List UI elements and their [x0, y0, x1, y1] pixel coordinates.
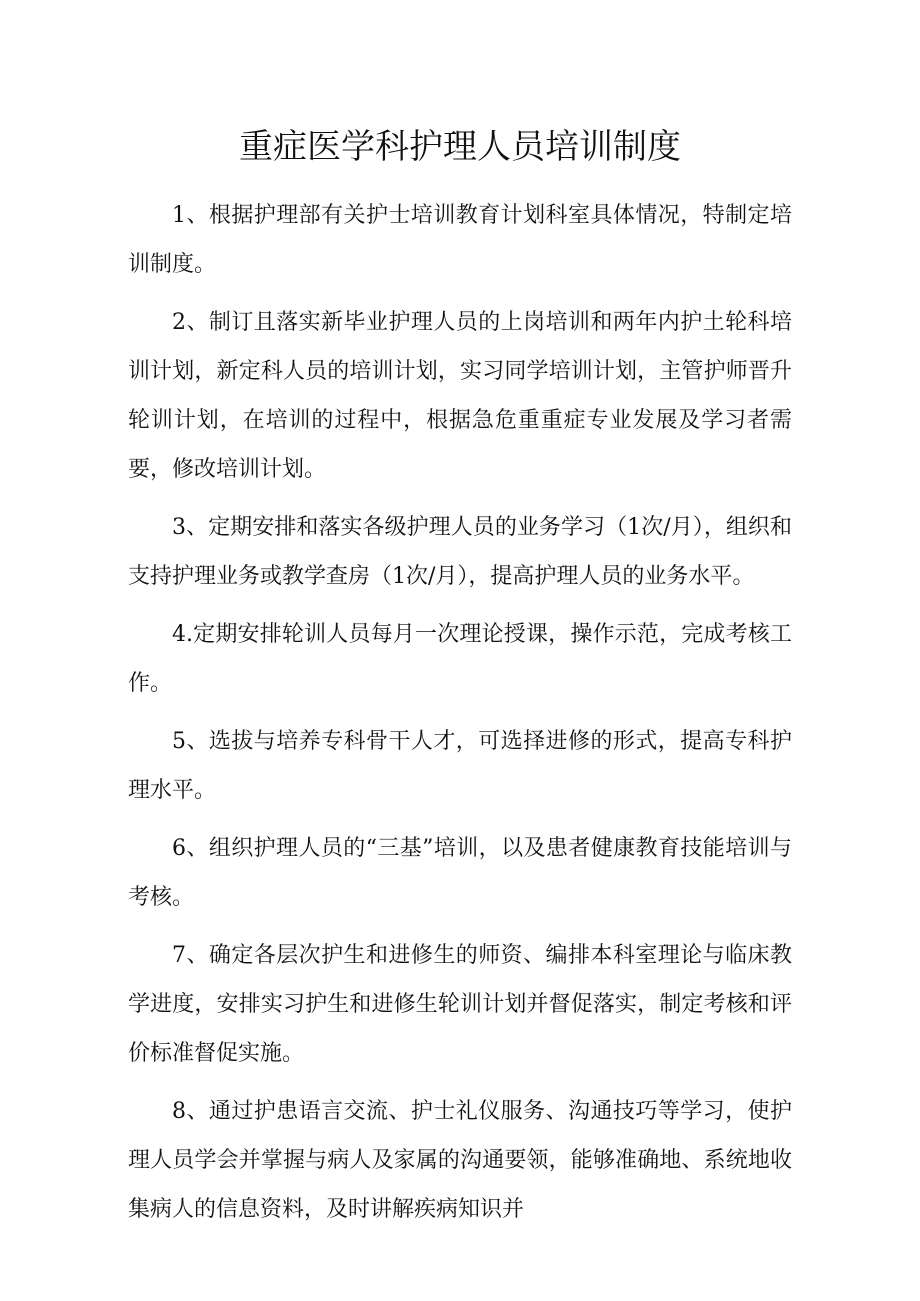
document-body — [128, 191, 792, 1243]
document-title: 重症医学科护理人员培训制度 — [239, 127, 681, 167]
paragraph-1: 1、根据护理部有关护士培训教育计划科室具体情况，特制定培训制度。 — [128, 203, 792, 277]
paragraph-6: 6、组织护理人员的“三基”培训，以及患者健康教育技能培训与考核。 — [128, 836, 792, 910]
paragraph-4: 4.定期安排轮训人员每月一次理论授课，操作示范，完成考核工作。 — [128, 622, 792, 696]
paragraph-3: 3、定期安排和落实各级护理人员的业务学习（1次/月），组织和支持护理业务或教学查房（1次/月），提高护理人员的业务水平。 — [128, 515, 792, 589]
paragraph-2: 2、制订且落实新毕业护理人员的上岗培训和两年内护土轮科培训计划，新定科人员的培训计划，实习同学培训计划，主管护师晋升轮训计划，在培训的过程中，根据急危重重症专业发展及学习者需要，修改培训计划。 — [128, 310, 792, 482]
paragraph-7: 7、确定各层次护生和进修生的师资、编排本科室理论与临床教学进度，安排实习护生和进修生轮训计划并督促落实，制定考核和评价标准督促实施。 — [128, 943, 792, 1066]
paragraph-5: 5、选拔与培养专科骨干人才，可选择进修的形式，提高专科护理水平。 — [128, 729, 792, 803]
paragraph-8: 8、通过护患语言交流、护士礼仪服务、沟通技巧等学习，使护理人员学会并掌握与病人及家属的沟通要领，能够准确地、系统地收集病人的信息资料，及时讲解疾病知识并 — [128, 1099, 792, 1222]
